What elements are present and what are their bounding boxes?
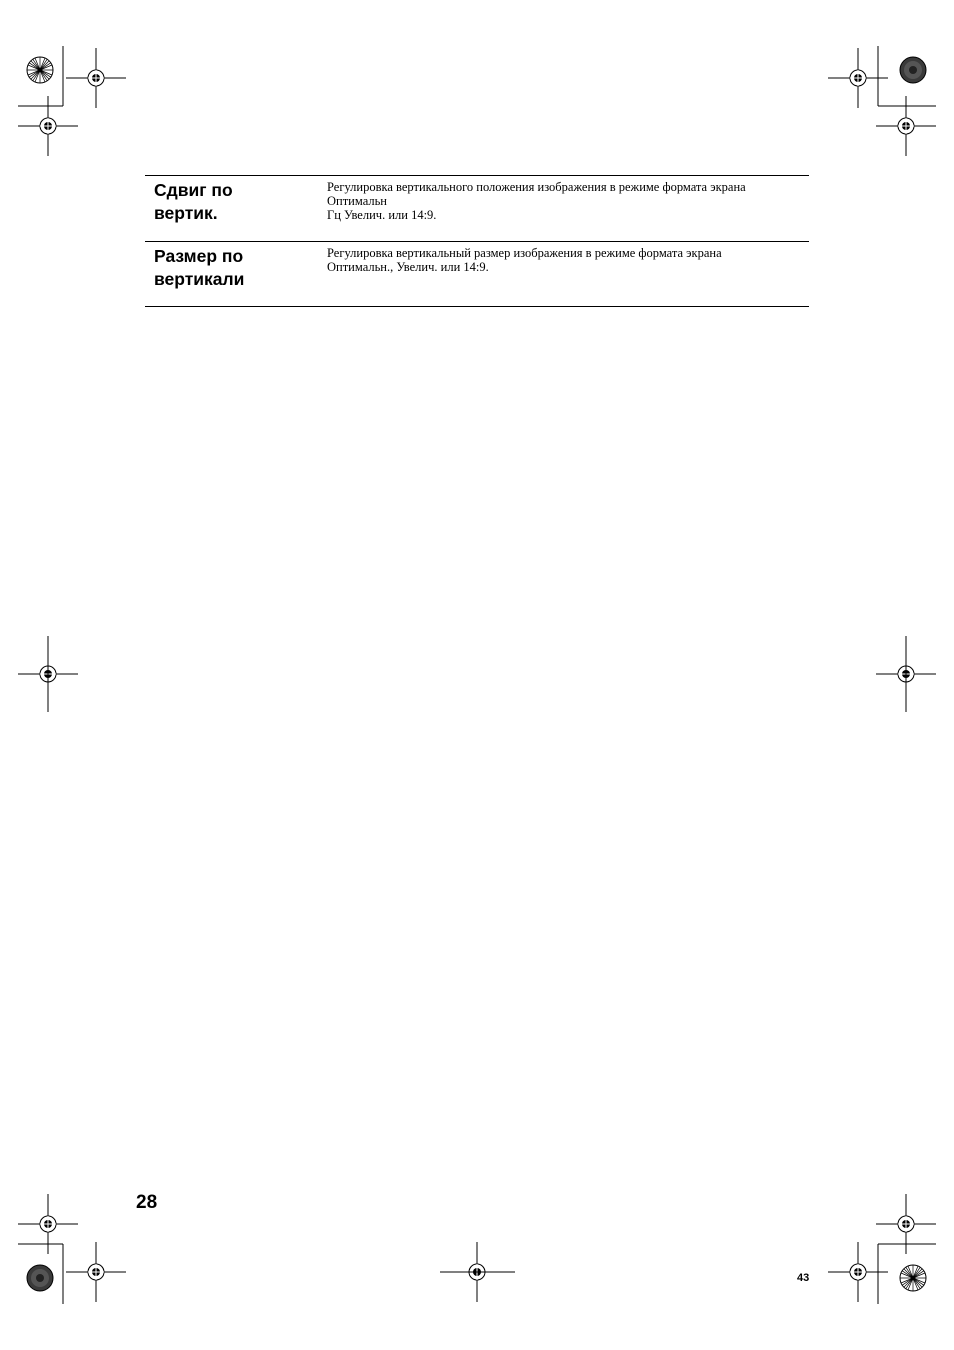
setting-description: Регулировка вертикальный размер изображения в режиме формата экрана Оптимальн., Увелич. или 14:9. bbox=[327, 246, 722, 274]
dot-wheel-icon bbox=[900, 57, 926, 83]
registration-cross-icon bbox=[18, 96, 78, 156]
setting-row-vertical-shift bbox=[145, 175, 809, 241]
print-page-number: 43 bbox=[797, 1272, 810, 1284]
registration-cross-icon bbox=[18, 1194, 78, 1254]
registration-cross-icon bbox=[18, 644, 78, 704]
registration-cross-icon bbox=[447, 1242, 507, 1302]
star-wheel-icon bbox=[27, 57, 53, 83]
setting-title: Размер по вертикали bbox=[154, 246, 245, 289]
setting-description: Регулировка вертикального положения изображения в режиме формата экрана Оптимальн Гц Увелич. или 14:9. bbox=[327, 180, 746, 222]
page-number: 28 bbox=[136, 1192, 158, 1213]
crop-mark-top-left bbox=[18, 46, 63, 106]
registration-cross-icon bbox=[876, 1194, 936, 1254]
registration-cross-icon bbox=[876, 96, 936, 156]
crop-mark-top-right bbox=[878, 46, 936, 106]
registration-cross-icon bbox=[828, 1242, 888, 1302]
crop-mark-bottom-right bbox=[878, 1244, 936, 1304]
setting-row-vertical-size bbox=[145, 241, 809, 307]
star-wheel-icon bbox=[900, 1265, 926, 1291]
registration-cross-icon bbox=[876, 644, 936, 704]
registration-cross-icon bbox=[828, 48, 888, 108]
dot-wheel-icon bbox=[27, 1265, 53, 1291]
settings-table bbox=[145, 175, 809, 307]
registration-cross-icon bbox=[66, 48, 126, 108]
registration-cross-icon bbox=[66, 1242, 126, 1302]
crop-mark-bottom-left bbox=[18, 1244, 63, 1304]
setting-title: Сдвиг по вертик. bbox=[154, 180, 233, 223]
